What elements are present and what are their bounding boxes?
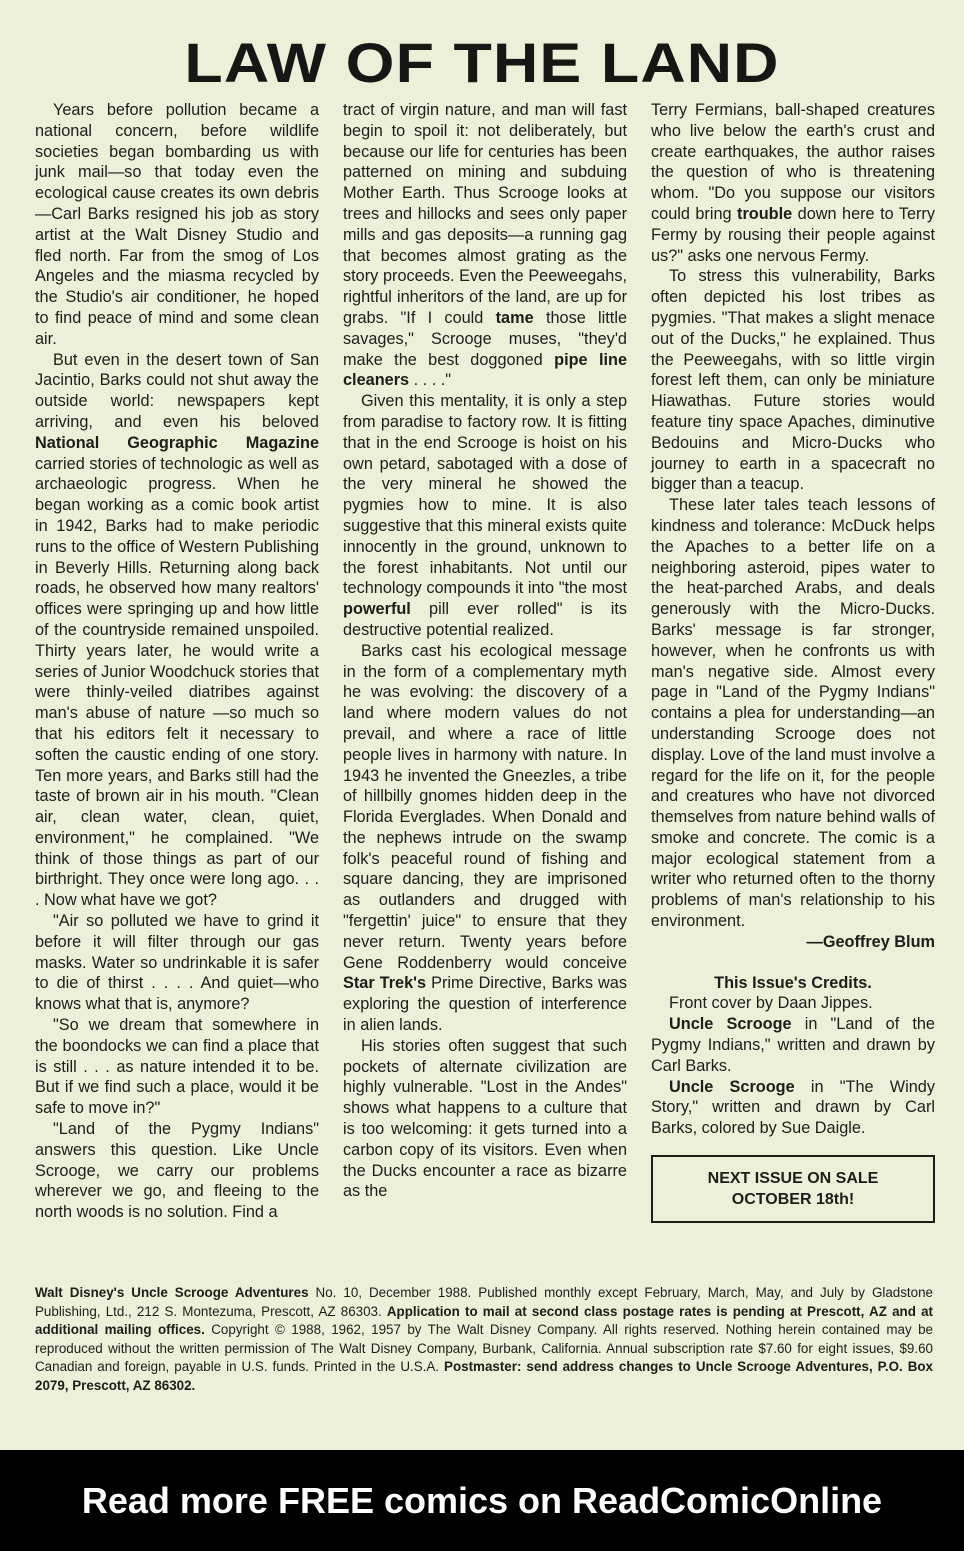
paragraph: tract of virgin nature, and man will fast begin to spoil it: not deliberately, but because our life for centuries has been patterned on mining and subduing Mother Earth. Thus Scrooge looks at trees and hillocks and sees only paper mills and gas deposits—a running gag that becomes almost grating as the story proceeds. Even the Peeweegahs, rightful inheritors of the land, are up for grabs. "If I could tame those little savages," Scrooge muses, "they'd make the best doggoned pipe line cleaners . . . ." [343, 101, 628, 390]
article-column-2 [343, 100, 627, 1202]
paragraph: His stories often suggest that such pockets of alternate civilization are highly vulnerable. "Lost in the Andes" shows what happens to a culture that is too welcoming: it gets turned into a carbon copy of its visitors. Even when the Ducks encounter a race as bizarre as the [343, 1036, 627, 1201]
credit-line: Uncle Scrooge in "The Windy Story," written and drawn by Carl Barks, colored by Sue Daigle. [651, 1077, 935, 1138]
credit-line: Uncle Scrooge in "Land of the Pygmy Indians," written and drawn by Carl Barks. [651, 1015, 935, 1075]
paragraph: "Land of the Pygmy Indians" answers this question. Like Uncle Scrooge, we carry our problems wherever we go, and fleeing to the north woods is no solution. Find a [35, 1120, 319, 1222]
paragraph: These later tales teach lessons of kindness and tolerance: McDuck helps the Apaches to a better life on a neighboring asteroid, pipes water to the heat-parched Arabs, and deals generously with the Micro-Ducks. Barks' message is far stronger, however, when he confronts us with man's negative side. Almost every page in "Land of the Pygmy Indians" contains a plea for understanding—an understanding Scrooge does not display. Love of the land must involve a regard for the life on it, for the people and creatures who have not divorced themselves from nature behind walls of smoke and concrete. The comic is a major ecological statement from a writer who returned often to the thorny problems of man's relationship to his environment. [651, 496, 935, 931]
paragraph: Years before pollution became a national concern, before wildlife societies began bombarding us with junk mail—so that today even the ecological cause creates its own debris—Carl Barks resigned his job as story artist at the Walt Disney Studio and fled north. Far from the smog of Los Angeles and the miasma recycled by the Studio's air conditioner, he hoped to find peace of mind and some clean air. [35, 101, 319, 348]
paragraph: But even in the desert town of San Jacintio, Barks could not shut away the outside world: newspapers kept arriving, and even his beloved National Geographic Magazine carried stories of technologic as well as archaeologic progress. When he began working as a comic book artist in 1942, Barks had to make periodic runs to the office of Western Publishing in Beverly Hills. Returning along back roads, he observed how many realtors' offices were springing up and how little of the countryside remained unspoiled. Thirty years later, he would write a series of Junior Woodchuck stories that were thinly-veiled diatribes against man's abuse of nature —so much so that his editors felt it necessary to soften the caustic ending of one story. Ten more years, and Barks still had the taste of brown air in his mouth. "Clean air, clean water, clean, quiet, environment," he complained. "We think of those things as part of our birthright. They once were long ago. . . . Now what have we got? [35, 350, 319, 910]
credits-heading: This Issue's Credits. [714, 973, 872, 992]
credit-line: Front cover by Daan Jippes. [669, 994, 873, 1013]
paragraph: "Air so polluted we have to grind it before it will filter through our gas masks. Water so undrinkable it is safer to die of thirst . . . . And quiet—who knows what that is, anymore? [35, 912, 319, 1014]
promo-banner-text[interactable]: Read more FREE comics on ReadComicOnline [81, 1479, 883, 1521]
paragraph: "So we dream that somewhere in the boondocks we can find a place that is still . . . as nature intended it to be. But if we find such a place, would it be safe to move in?" [35, 1016, 319, 1118]
article-column-3 [651, 100, 935, 1223]
article-column-1 [35, 100, 319, 1223]
article-title: LAW OF THE LAND [184, 31, 780, 94]
author-byline: —Geoffrey Blum [806, 932, 935, 951]
next-issue-box [651, 1155, 935, 1223]
publication-indicia: Walt Disney's Uncle Scrooge Adventures No. 10, December 1988. Published monthly except February, March, May, and July by Gladstone Publishing, Ltd., 212 S. Montezuma, Prescott, AZ 86303. Application to mail at second class postage rates is pending at Prescott, AZ and at additional mailing offices. Copyright © 1988, 1962, 1957 by The Walt Disney Company. All rights reserved. Nothing herein contained may be reproduced without the written permission of The Walt Disney Company, Burbank, California. Annual subscription rate $7.60 for eight issues, $9.60 Canadian and foreign, payable in U.S. funds. Printed in the U.S.A. Postmaster: send address changes to Uncle Scrooge Adventures, P.O. Box 2079, Prescott, AZ 86302. [35, 1285, 933, 1393]
paragraph: Barks cast his ecological message in the form of a complementary myth he was evolving: the discovery of a land where modern values do not prevail, and where a race of little people lives in harmony with nature. In 1943 he invented the Gneezles, a tribe of hillbilly gnomes hidden deep in the Florida Everglades. When Donald and the nephews intrude on the swamp folk's peaceful round of fishing and square dancing, they are imprisoned as outlanders and drugged with "fergettin' juice" to ensure that they never return. Twenty years before Gene Roddenberry would conceive Star Trek's Prime Directive, Barks was exploring the question of interference in alien lands. [343, 641, 627, 1035]
paragraph: To stress this vulnerability, Barks often depicted his lost tribes as pygmies. "That makes a slight menace out of the Ducks," he explained. Thus the Peeweegahs, with so little virgin forest left them, can only be miniature Hiawathas. Future stories would feature tiny space Apaches, diminutive Bedouins and Micro-Ducks who journey to earth in a spacecraft no bigger than a teacup. [651, 267, 935, 494]
next-issue-line-2: OCTOBER 18th! [731, 1191, 855, 1209]
promo-banner[interactable] [0, 1450, 964, 1551]
paragraph: Given this mentality, it is only a step from paradise to factory row. It is fitting that in the end Scrooge is hoist on his own petard, sabotaged with a dose of the very mineral he showed the pygmies how to mine. It is also suggestive that this mineral exists quite innocently in the ground, unknown to the forest inhabitants. Not until our technology compounds it into "the most powerful pill ever rolled" is its destructive potential realized. [343, 392, 627, 639]
paragraph: Terry Fermians, ball-shaped creatures who live below the earth's crust and create earthquakes, the author raises the question of who is threatening whom. "Do you suppose our visitors could bring trouble down here to Terry Fermy by rousing their people against us?" asks one nervous Fermy. [651, 101, 935, 265]
next-issue-line-1: NEXT ISSUE ON SALE [707, 1170, 879, 1188]
